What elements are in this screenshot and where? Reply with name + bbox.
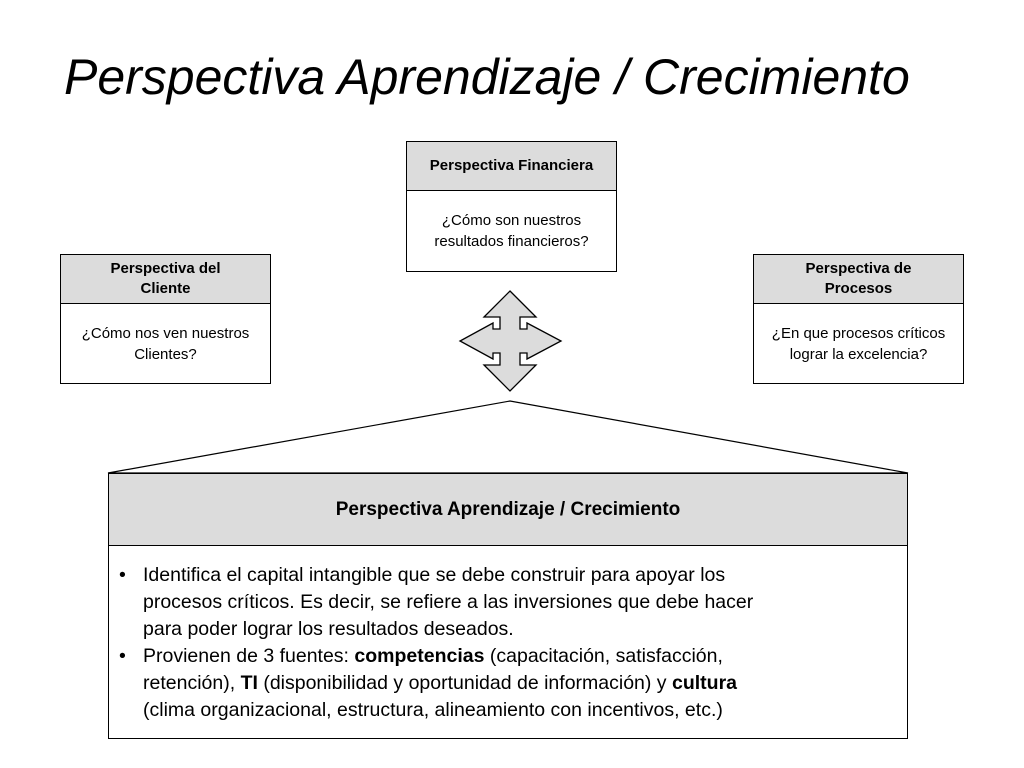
- perspectiva-cliente-question: [61, 304, 270, 383]
- perspectiva-financiera-heading: Perspectiva Financiera: [407, 142, 616, 191]
- perspectiva-procesos-question: [754, 304, 963, 383]
- perspectiva-aprendizaje-heading: Perspectiva Aprendizaje / Crecimiento: [109, 474, 907, 546]
- bullet-icon: •: [119, 564, 126, 586]
- question-line: ¿En que procesos críticos: [771, 324, 946, 342]
- perspectiva-aprendizaje-description: [109, 546, 907, 724]
- perspectiva-procesos-box: [753, 254, 964, 384]
- keyword-cultura: cultura: [671, 672, 737, 694]
- text-run: (disponibilidad y oportunidad de información) y: [257, 672, 672, 694]
- bullet-line: Identifica el capital intangible que se debe construir para apoyar los: [143, 564, 726, 586]
- question-line: lograr la excelencia?: [789, 345, 928, 363]
- bullet-item: [119, 643, 897, 724]
- question-line: resultados financieros?: [434, 233, 589, 250]
- heading-line: Perspectiva del: [110, 260, 221, 277]
- text-run: retención),: [143, 672, 241, 694]
- heading-line: Procesos: [824, 280, 893, 297]
- perspectiva-financiera-box: [406, 141, 617, 272]
- heading-line: Perspectiva de: [805, 260, 912, 277]
- perspectiva-cliente-heading: [61, 255, 270, 304]
- keyword-competencias: competencias: [354, 645, 485, 667]
- bullet-line: procesos críticos. Es decir, se refiere a las inversiones que debe hacer: [143, 591, 754, 613]
- roof-triangle: [108, 401, 908, 473]
- four-way-arrow-icon: [460, 291, 561, 391]
- question-line: ¿Cómo son nuestros: [441, 212, 582, 229]
- perspectiva-financiera-question: [407, 191, 616, 271]
- perspectiva-procesos-heading: [754, 255, 963, 304]
- keyword-ti: TI: [240, 672, 258, 694]
- question-line: ¿Cómo nos ven nuestros: [81, 324, 250, 342]
- question-line: Clientes?: [134, 345, 197, 363]
- text-run: (capacitación, satisfacción,: [484, 645, 723, 667]
- bullet-icon: •: [119, 645, 126, 667]
- bullet-line: [143, 670, 897, 697]
- bullet-item: [119, 562, 897, 643]
- page-title: Perspectiva Aprendizaje / Crecimiento: [64, 49, 910, 105]
- bullet-line: para poder lograr los resultados deseados.: [143, 618, 514, 640]
- perspectiva-cliente-box: [60, 254, 271, 384]
- text-run: Provienen de 3 fuentes:: [143, 645, 355, 667]
- perspectiva-aprendizaje-box: [108, 473, 908, 739]
- bullet-line: (clima organizacional, estructura, alineamiento con incentivos, etc.): [143, 699, 723, 721]
- heading-line: Cliente: [140, 280, 191, 297]
- bullet-line: [143, 643, 897, 670]
